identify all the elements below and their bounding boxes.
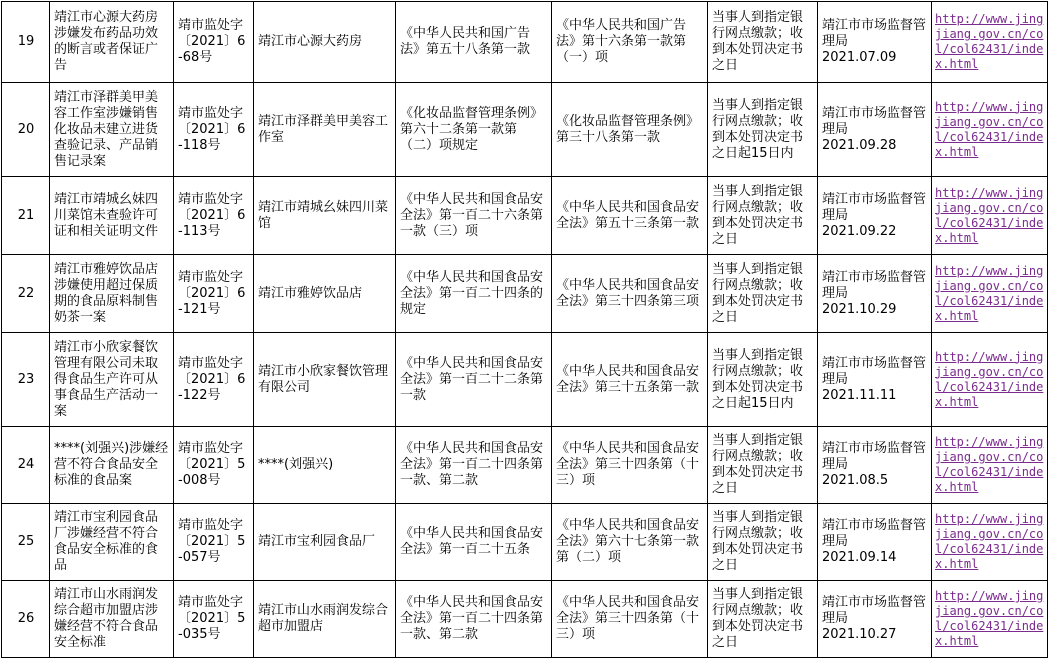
table-row <box>2 333 1048 427</box>
document-number: 靖市监处字〔2021〕6-68号 <box>174 2 254 83</box>
authority: 靖江市市场监督管理局 <box>822 18 927 49</box>
decision-date: 2021.09.28 <box>822 137 897 153</box>
penalty-basis: 《中华人民共和国食品安全法》第三十四条第（十三）项 <box>552 581 708 658</box>
authority-and-date <box>818 255 932 333</box>
authority-and-date <box>818 427 932 504</box>
row-number: 26 <box>2 581 50 658</box>
authority: 靖江市市场监督管理局 <box>822 355 927 387</box>
document-number: 靖市监处字〔2021〕6-122号 <box>174 333 254 427</box>
table-row <box>2 427 1048 504</box>
table-row <box>2 83 1048 177</box>
link-cell <box>932 504 1048 581</box>
party-name: 靖江市心源大药房 <box>254 2 396 83</box>
table-row <box>2 504 1048 581</box>
payment-method: 当事人到指定银行网点缴款；收到本处罚决定书之日 <box>708 427 818 504</box>
authority-and-date <box>818 333 932 427</box>
authority: 靖江市市场监督管理局 <box>822 595 927 626</box>
party-name: 靖江市靖城幺妹四川菜馆 <box>254 177 396 255</box>
case-name: 靖江市山水雨润发综合超市加盟店涉嫌经营不符合食品安全标准 <box>50 581 174 658</box>
case-name: 靖江市心源大药房涉嫌发布药品功效的断言或者保证广告 <box>50 2 174 83</box>
payment-method: 当事人到指定银行网点缴款；收到本处罚决定书之日 <box>708 2 818 83</box>
link-cell <box>932 255 1048 333</box>
detail-link[interactable]: http://www.jingjiang.gov.cn/col/col62431/index.html <box>935 349 1044 409</box>
penalty-table <box>1 1 1048 658</box>
payment-method: 当事人到指定银行网点缴款；收到本处罚决定书之日 <box>708 504 818 581</box>
row-number: 19 <box>2 2 50 83</box>
violated-basis: 《中华人民共和国食品安全法》第一百二十五条 <box>396 504 552 581</box>
detail-link[interactable]: http://www.jingjiang.gov.cn/col/col62431/index.html <box>935 263 1044 323</box>
table-row <box>2 581 1048 658</box>
decision-date: 2021.11.11 <box>822 387 897 403</box>
penalty-basis: 《中华人民共和国广告法》第十六条第一款第（一）项 <box>552 2 708 83</box>
payment-method: 当事人到指定银行网点缴款；收到本处罚决定书之日 <box>708 177 818 255</box>
document-number: 靖市监处字〔2021〕5-057号 <box>174 504 254 581</box>
table-row <box>2 2 1048 83</box>
row-number: 22 <box>2 255 50 333</box>
violated-basis: 《中华人民共和国食品安全法》第一百二十四条的规定 <box>396 255 552 333</box>
table-row <box>2 255 1048 333</box>
penalty-basis: 《中华人民共和国食品安全法》第三十四条第三项 <box>552 255 708 333</box>
link-cell <box>932 83 1048 177</box>
case-name: 靖江市泽群美甲美容工作室涉嫌销售化妆品未建立进货查验记录、产品销售记录案 <box>50 83 174 177</box>
penalty-basis: 《中华人民共和国食品安全法》第三十五条第一款 <box>552 333 708 427</box>
party-name: 靖江市小欣家餐饮管理有限公司 <box>254 333 396 427</box>
detail-link[interactable]: http://www.jingjiang.gov.cn/col/col62431/index.html <box>935 589 1044 648</box>
detail-link[interactable]: http://www.jingjiang.gov.cn/col/col62431/index.html <box>935 99 1044 159</box>
case-name: 靖江市宝利园食品厂涉嫌经营不符合食品安全标准的食品 <box>50 504 174 581</box>
authority: 靖江市市场监督管理局 <box>822 441 927 472</box>
link-cell <box>932 333 1048 427</box>
document-number: 靖市监处字〔2021〕6-118号 <box>174 83 254 177</box>
document-number: 靖市监处字〔2021〕6-121号 <box>174 255 254 333</box>
link-cell <box>932 177 1048 255</box>
payment-method: 当事人到指定银行网点缴款；收到本处罚决定书之日起15日内 <box>708 83 818 177</box>
authority-and-date <box>818 177 932 255</box>
table-row <box>2 177 1048 255</box>
link-cell <box>932 427 1048 504</box>
decision-date: 2021.08.5 <box>822 473 889 488</box>
document-number: 靖市监处字〔2021〕6-113号 <box>174 177 254 255</box>
payment-method: 当事人到指定银行网点缴款；收到本处罚决定书之日 <box>708 255 818 333</box>
violated-basis: 《中华人民共和国食品安全法》第一百二十六条第一款（三）项 <box>396 177 552 255</box>
row-number: 25 <box>2 504 50 581</box>
violated-basis: 《中华人民共和国食品安全法》第一百二十四条第一款、第二款 <box>396 427 552 504</box>
decision-date: 2021.09.14 <box>822 550 897 565</box>
violated-basis: 《化妆品监督管理条例》第六十二条第一款第（二）项规定 <box>396 83 552 177</box>
penalty-basis: 《中华人民共和国食品安全法》第六十七条第一款第（二）项 <box>552 504 708 581</box>
case-name: ****(刘强兴)涉嫌经营不符合食品安全标准的食品案 <box>50 427 174 504</box>
row-number: 24 <box>2 427 50 504</box>
violated-basis: 《中华人民共和国食品安全法》第一百二十四条第一款、第二款 <box>396 581 552 658</box>
decision-date: 2021.10.29 <box>822 301 897 317</box>
case-name: 靖江市靖城幺妹四川菜馆未查验许可证和相关证明文件 <box>50 177 174 255</box>
authority: 靖江市市场监督管理局 <box>822 269 927 301</box>
party-name: 靖江市雅婷饮品店 <box>254 255 396 333</box>
case-name: 靖江市雅婷饮品店涉嫌使用超过保质期的食品原料制售奶茶一案 <box>50 255 174 333</box>
party-name: ****(刘强兴) <box>254 427 396 504</box>
detail-link[interactable]: http://www.jingjiang.gov.cn/col/col62431/index.html <box>935 435 1044 494</box>
authority-and-date <box>818 2 932 83</box>
detail-link[interactable]: http://www.jingjiang.gov.cn/col/col62431/index.html <box>935 12 1044 71</box>
payment-method: 当事人到指定银行网点缴款；收到本处罚决定书之日起15日内 <box>708 333 818 427</box>
document-number: 靖市监处字〔2021〕5-035号 <box>174 581 254 658</box>
decision-date: 2021.07.09 <box>822 50 897 65</box>
party-name: 靖江市宝利园食品厂 <box>254 504 396 581</box>
payment-method: 当事人到指定银行网点缴款；收到本处罚决定书之日 <box>708 581 818 658</box>
penalty-basis: 《化妆品监督管理条例》第三十八条第一款 <box>552 83 708 177</box>
authority: 靖江市市场监督管理局 <box>822 191 927 223</box>
penalty-basis: 《中华人民共和国食品安全法》第三十四条第（十三）项 <box>552 427 708 504</box>
party-name: 靖江市山水雨润发综合超市加盟店 <box>254 581 396 658</box>
penalty-basis: 《中华人民共和国食品安全法》第五十三条第一款 <box>552 177 708 255</box>
detail-link[interactable]: http://www.jingjiang.gov.cn/col/col62431/index.html <box>935 185 1044 245</box>
violated-basis: 《中华人民共和国广告法》第五十八条第一款 <box>396 2 552 83</box>
row-number: 20 <box>2 83 50 177</box>
violated-basis: 《中华人民共和国食品安全法》第一百二十二条第一款 <box>396 333 552 427</box>
row-number: 23 <box>2 333 50 427</box>
document-number: 靖市监处字〔2021〕5-008号 <box>174 427 254 504</box>
row-number: 21 <box>2 177 50 255</box>
authority-and-date <box>818 83 932 177</box>
authority-and-date <box>818 581 932 658</box>
case-name: 靖江市小欣家餐饮管理有限公司未取得食品生产许可从事食品生产活动一案 <box>50 333 174 427</box>
party-name: 靖江市泽群美甲美容工作室 <box>254 83 396 177</box>
link-cell <box>932 581 1048 658</box>
authority: 靖江市市场监督管理局 <box>822 518 927 549</box>
decision-date: 2021.10.27 <box>822 627 897 642</box>
authority-and-date <box>818 504 932 581</box>
decision-date: 2021.09.22 <box>822 223 897 239</box>
link-cell <box>932 2 1048 83</box>
detail-link[interactable]: http://www.jingjiang.gov.cn/col/col62431/index.html <box>935 512 1044 571</box>
authority: 靖江市市场监督管理局 <box>822 105 927 137</box>
